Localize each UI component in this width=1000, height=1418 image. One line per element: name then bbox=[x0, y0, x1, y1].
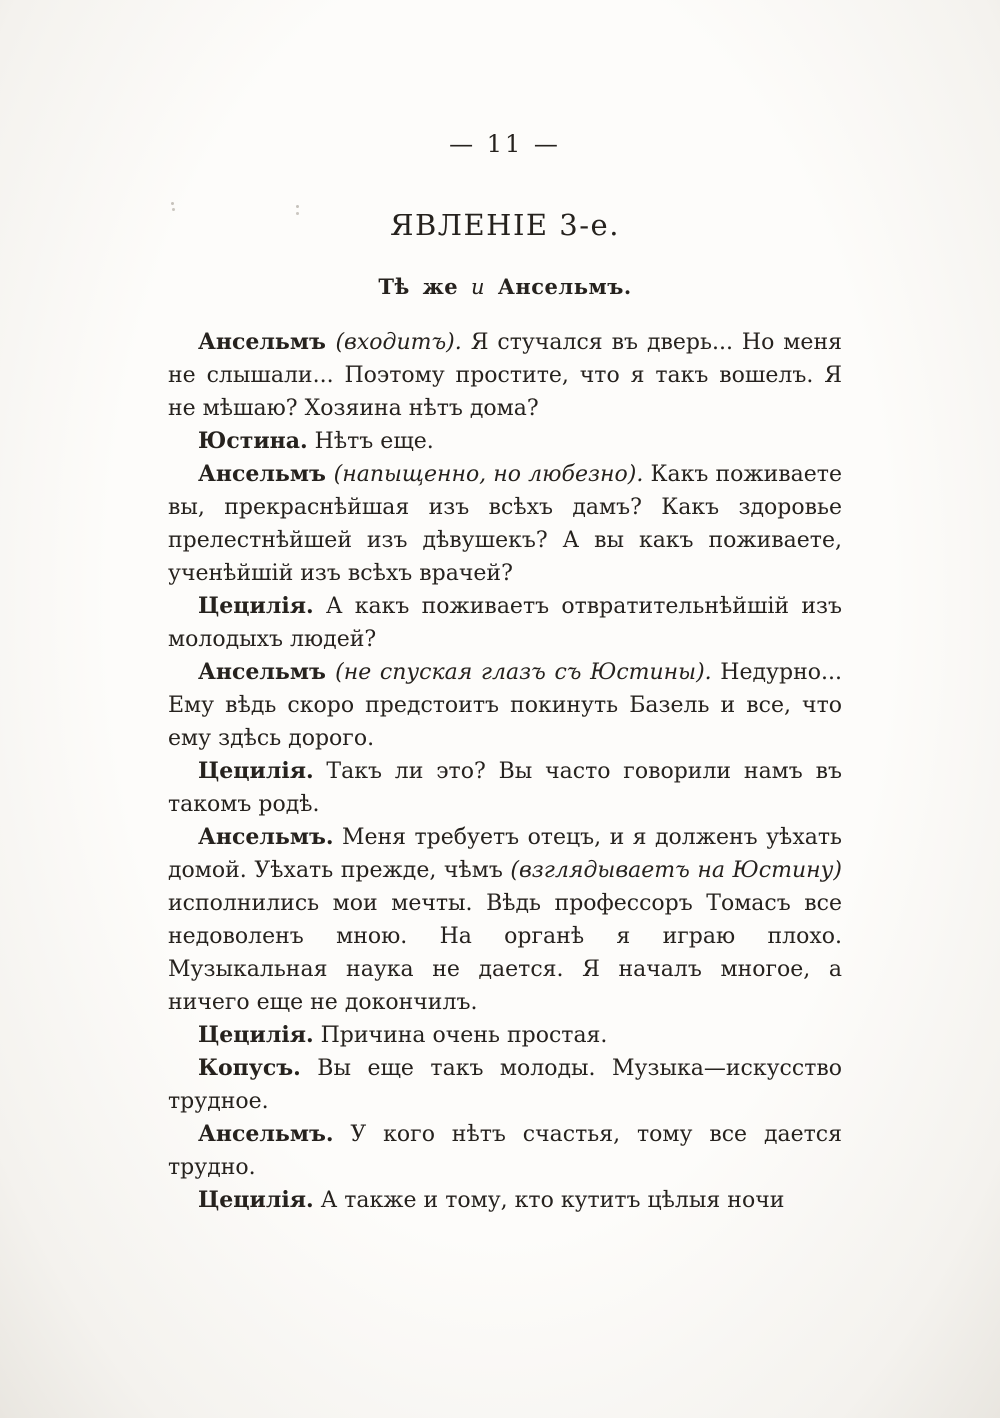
paragraph bbox=[168, 590, 842, 656]
body-text bbox=[168, 326, 842, 1217]
text-segment: Цецилія. bbox=[198, 1022, 314, 1048]
text-segment: А также и тому, кто кутитъ цѣлыя ночи bbox=[313, 1188, 785, 1213]
text-segment: Вы еще такъ молоды. Музыка—искусство трудное. bbox=[168, 1056, 842, 1114]
text-column bbox=[168, 0, 842, 1217]
paragraph bbox=[168, 1052, 842, 1118]
text-segment: Цецилія. bbox=[198, 1187, 314, 1213]
text-segment: Тѣ же bbox=[378, 274, 471, 299]
text-segment: Меня требуетъ отецъ, и я долженъ уѣхать домой. Уѣхать прежде, чѣмъ bbox=[168, 825, 842, 883]
text-segment: (взглядываетъ на Юстину) bbox=[510, 858, 842, 883]
text-segment: Ансельмъ. bbox=[484, 274, 632, 299]
paragraph bbox=[168, 821, 842, 1019]
paragraph bbox=[168, 755, 842, 821]
text-segment: (не спуская глазъ съ Юстины). bbox=[335, 660, 712, 685]
paragraph bbox=[168, 425, 842, 458]
text-segment: Ансельмъ bbox=[198, 659, 336, 685]
text-segment: Недурно... Ему вѣдь скоро предстоитъ покинуть Базель и все, что ему здѣсь дорого. bbox=[168, 660, 842, 751]
text-segment: Ансельмъ. bbox=[198, 1121, 334, 1147]
scene-subtitle bbox=[168, 274, 842, 299]
text-segment: А какъ поживаетъ отвратительнѣйшій изъ молодыхъ людей? bbox=[168, 594, 842, 652]
paragraph bbox=[168, 326, 842, 425]
scene-title: ЯВЛЕНІЕ 3-е. bbox=[390, 208, 620, 242]
paragraph bbox=[168, 1118, 842, 1184]
page-number-header: — 11 — bbox=[449, 130, 561, 158]
text-segment: Ансельмъ. bbox=[198, 824, 334, 850]
text-segment: Ансельмъ bbox=[198, 329, 336, 355]
text-segment: и bbox=[470, 275, 485, 299]
paragraph bbox=[168, 1184, 842, 1217]
text-segment: Цецилія. bbox=[198, 758, 314, 784]
text-segment: Ансельмъ bbox=[198, 461, 334, 487]
text-segment: Нѣтъ еще. bbox=[307, 429, 434, 454]
text-segment: Юстина. bbox=[198, 428, 308, 454]
text-segment: (напыщенно, но любезно). bbox=[333, 462, 644, 487]
paragraph bbox=[168, 1019, 842, 1052]
text-segment: Какъ поживаете вы, прекраснѣйшая изъ всѣхъ дамъ? Какъ здоровье прелестнѣйшей изъ дѣвушекъ? А вы какъ поживаете, ученѣйшій изъ всѣхъ врачей? bbox=[168, 462, 842, 586]
text-segment: Такъ ли это? Вы часто говорили намъ въ такомъ родѣ. bbox=[168, 759, 842, 817]
text-segment: Причина очень простая. bbox=[313, 1023, 608, 1048]
text-segment: Цецилія. bbox=[198, 593, 314, 619]
paragraph bbox=[168, 656, 842, 755]
text-segment: исполнились мои мечты. Вѣдь профессоръ Томасъ все недоволенъ мною. На органѣ я играю плохо. Музыкальная наука не дается. Я началъ многое, а ничего еще не докончилъ. bbox=[168, 891, 842, 1015]
text-segment: Я стучался въ дверь... Но меня не слышали... Поэтому простите, что я такъ вошелъ. Я не мѣшаю? Хозяина нѣтъ дома? bbox=[168, 330, 842, 421]
text-segment: Копусъ. bbox=[198, 1055, 301, 1081]
text-segment: У кого нѣтъ счастья, тому все дается трудно. bbox=[168, 1122, 842, 1180]
paragraph bbox=[168, 458, 842, 590]
text-segment: (входитъ). bbox=[335, 330, 462, 355]
